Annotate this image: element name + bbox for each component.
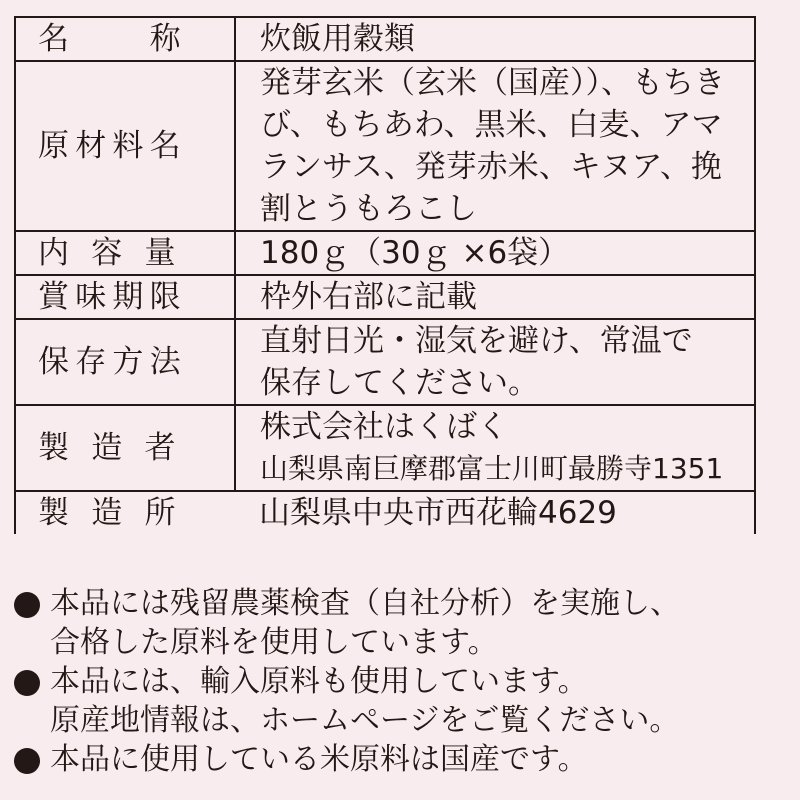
label-key: 名 称 <box>15 17 235 61</box>
label-row-manufacturer <box>15 405 755 491</box>
label-key: 製 造 者 <box>15 405 235 491</box>
label-value-line: 株式会社はくばく <box>260 409 508 445</box>
bullet-icon <box>14 748 40 774</box>
label-value-line: 直射日光・湿気を避け、常温で <box>260 323 693 359</box>
label-value-line: ランサス、発芽赤米、キヌア、挽 <box>260 149 722 185</box>
note-line: 本品に使用している米原料は国産です。 <box>50 742 588 777</box>
label-row-net-content <box>15 231 755 275</box>
label-value-line: 割とうもろこし <box>260 191 477 227</box>
label-key: 内 容 量 <box>15 231 235 275</box>
label-row-factory <box>15 491 755 534</box>
label-value <box>235 405 755 491</box>
label-key: 製 造 所 <box>15 491 235 534</box>
label-value-line: び、もちあわ、黒米、白麦、アマ <box>260 107 723 143</box>
label-key: 賞味期限 <box>15 275 235 319</box>
label-value <box>235 231 755 275</box>
product-label-table <box>14 16 756 534</box>
notes-list <box>14 584 794 779</box>
label-row-best-before <box>15 275 755 319</box>
note-item <box>14 584 794 662</box>
label-value-line: 180ｇ（30ｇ ×6袋） <box>260 235 570 271</box>
note-line: 原産地情報は、ホームページをご覧ください。 <box>50 703 680 738</box>
note-item <box>14 662 794 740</box>
bullet-icon <box>14 670 40 696</box>
note-item <box>14 740 794 779</box>
label-value <box>235 319 755 405</box>
note-line: 合格した原料を使用しています。 <box>50 625 498 660</box>
label-value-line: 保存してください。 <box>260 365 539 401</box>
note-line: 本品には残留農薬検査（自社分析）を実施し、 <box>50 586 680 621</box>
label-value-line: 発芽玄米（玄米（国産））、もちき <box>260 65 725 101</box>
label-value <box>235 491 755 534</box>
label-row-ingredients <box>15 61 755 231</box>
label-value <box>235 61 755 231</box>
label-row-name <box>15 17 755 61</box>
label-value <box>235 17 755 61</box>
label-row-storage <box>15 319 755 405</box>
label-value-line: 山梨県中央市西花輪4629 <box>259 495 617 531</box>
label-key: 保存方法 <box>15 319 235 405</box>
label-value-line: 山梨県南巨摩郡富士川町最勝寺1351 <box>260 452 724 485</box>
bullet-icon <box>14 592 40 618</box>
label-value-line: 枠外右部に記載 <box>260 279 477 315</box>
label-value-line: 炊飯用穀類 <box>260 21 415 57</box>
label-key: 原材料名 <box>15 61 235 231</box>
label-value <box>235 275 755 319</box>
note-line: 本品には、輸入原料も使用しています。 <box>50 664 588 699</box>
